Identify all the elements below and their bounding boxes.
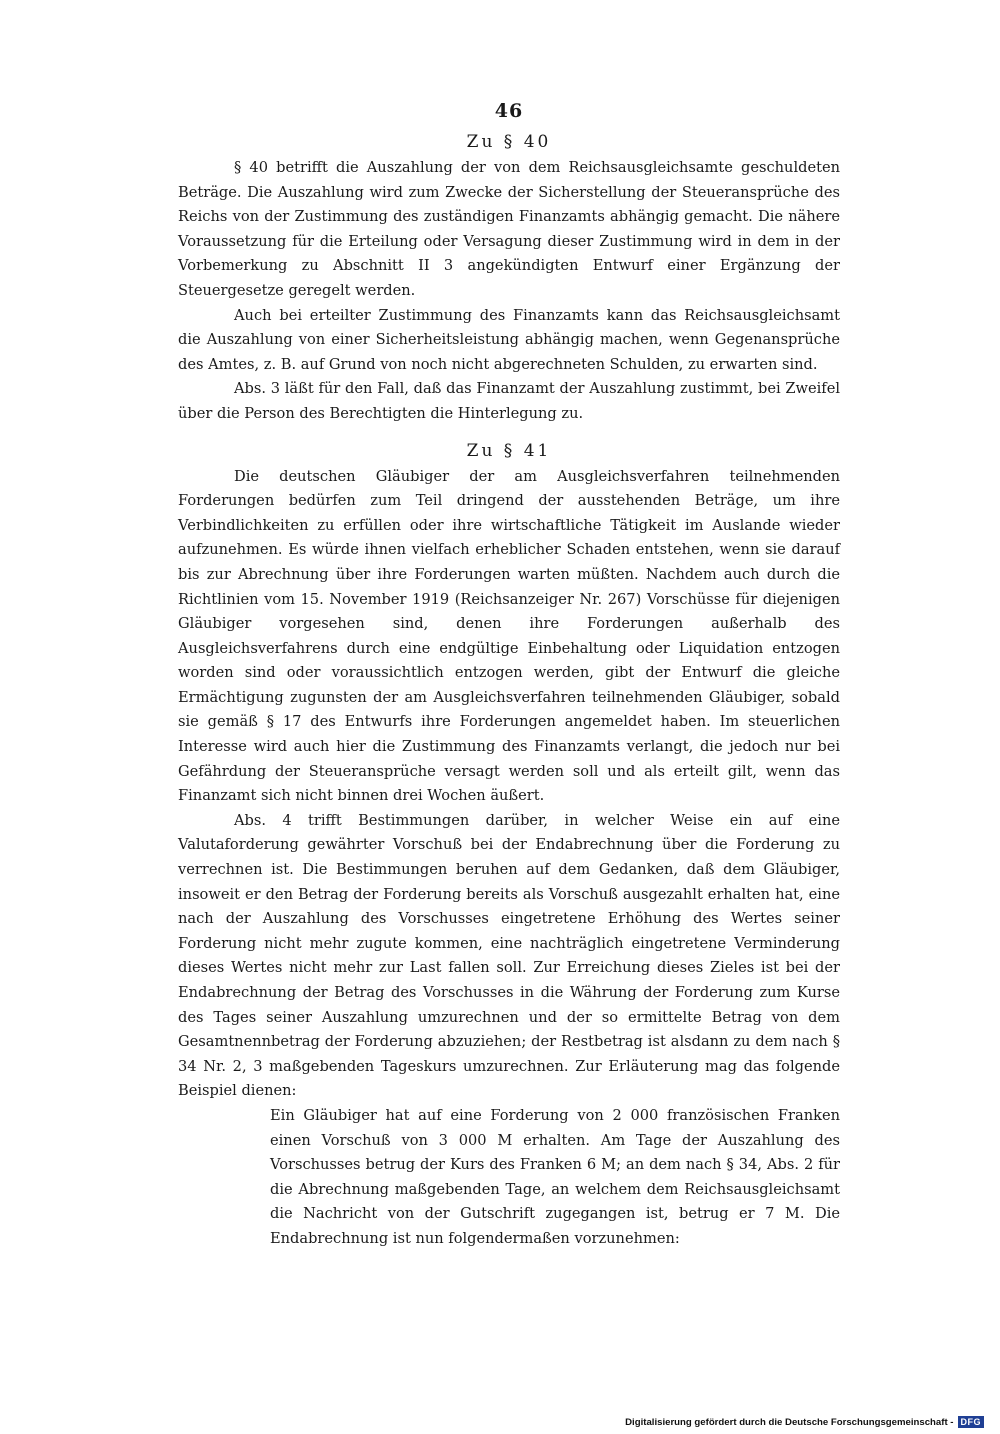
footer-text: Digitalisierung gefördert durch die Deutsche Forschungsgemeinschaft - (625, 1416, 954, 1428)
dfg-logo: DFG (958, 1416, 985, 1428)
paragraph: Die deutschen Gläubiger der am Ausgleichsverfahren teilnehmenden Forderungen bedürfen zum Teil dringend der ausstehenden Beträge, um ihre Verbindlichkeiten zu erfüllen oder ihre wirtschaftliche Tätigkeit im Auslande wieder aufzunehmen. Es würde ihnen vielfach erheblicher Schaden entstehen, wenn sie darauf bis zur Abrechnung über ihre Forderungen warten müßten. Nachdem auch durch die Richtlinien vom 15. November 1919 (Reichsanzeiger Nr. 267) Vorschüsse für diejenigen Gläubiger vorgesehen sind, denen ihre Forderungen außerhalb des Ausgleichsverfahrens durch eine endgültige Einbehaltung oder Liquidation entzogen worden sind oder voraussichtlich entzogen werden, gibt der Entwurf die gleiche Ermächtigung zugunsten der am Ausgleichsverfahren teilnehmenden Gläubiger, sobald sie gemäß § 17 des Entwurfs ihre Forderungen angemeldet haben. Im steuerlichen Interesse wird auch hier die Zustimmung des Finanzamts verlangt, die jedoch nur bei Gefährdung der Steueransprüche versagt werden soll und als erteilt gilt, wenn das Finanzamt sich nicht binnen drei Wochen äußert. (178, 467, 840, 805)
document-page (178, 100, 840, 1252)
paragraph: § 40 betrifft die Auszahlung der von dem Reichsausgleichsamte geschuldeten Beträge. Die Auszahlung wird zum Zwecke der Sicherstellung der Steueransprüche des Reichs von der Zustimmung des zuständigen Finanzamts abhängig gemacht. Die nähere Voraussetzung für die Erteilung oder Versagung dieser Zustimmung wird in dem in der Vorbemerkung zu Abschnitt II 3 angekündigten Entwurf einer Ergänzung der Steuergesetze geregelt werden. (178, 159, 840, 299)
paragraph: Abs. 4 trifft Bestimmungen darüber, in welcher Weise ein auf eine Valutaforderung gewährter Vorschuß bei der Endabrechnung über die Forderung zu verrechnen ist. Die Bestimmungen beruhen auf dem Gedanken, daß dem Gläubiger, insoweit er den Betrag der Forderung bereits als Vorschuß ausgezahlt erhalten hat, eine nach der Auszahlung des Vorschusses eingetretene Erhöhung des Wertes seiner Forderung nicht mehr zugute kommen, eine nachträglich eingetretene Verminderung dieses Wertes nicht mehr zur Last fallen soll. Zur Erreichung dieses Zieles ist bei der Endabrechnung der Betrag des Vorschusses in die Währung der Forderung zum Kurse des Tages seiner Auszahlung umzurechnen und der so ermittelte Betrag von dem Gesamtnennbetrag der Forderung abzuziehen; der Restbetrag ist alsdann zu dem nach § 34 Nr. 2, 3 maßgebenden Tageskurs umzurechnen. Zur Erläuterung mag das folgende Beispiel dienen: (178, 811, 840, 1100)
paragraph: Auch bei erteilter Zustimmung des Finanzamts kann das Reichsausgleichsamt die Auszahlung von einer Sicherheitsleistung abhängig machen, wenn Gegenansprüche des Amtes, z. B. auf Grund von noch nicht abgerechneten Schulden, zu erwarten sind. (178, 306, 840, 373)
paragraph: Abs. 3 läßt für den Fall, daß das Finanzamt der Auszahlung zustimmt, bei Zweifel über die Person des Berechtigten die Hinterlegung zu. (178, 380, 840, 422)
example-paragraph: Ein Gläubiger hat auf eine Forderung von 2 000 französischen Franken einen Vorschuß von 3 000 M erhalten. Am Tage der Auszahlung des Vorschusses betrug der Kurs des Franken 6 M; an dem nach § 34, Abs. 2 für die Abrechnung maßgebenden Tage, an welchem dem Reichsausgleichsamt die Nachricht von der Gutschrift zugegangen ist, betrug er 7 M. Die Endabrechnung ist nun folgendermaßen vorzunehmen: (270, 1106, 840, 1247)
digitization-footer (625, 1416, 984, 1428)
section-heading-40: Zu § 40 (466, 132, 552, 152)
page-number: 46 (494, 100, 524, 122)
section-heading-41: Zu § 41 (466, 440, 552, 461)
